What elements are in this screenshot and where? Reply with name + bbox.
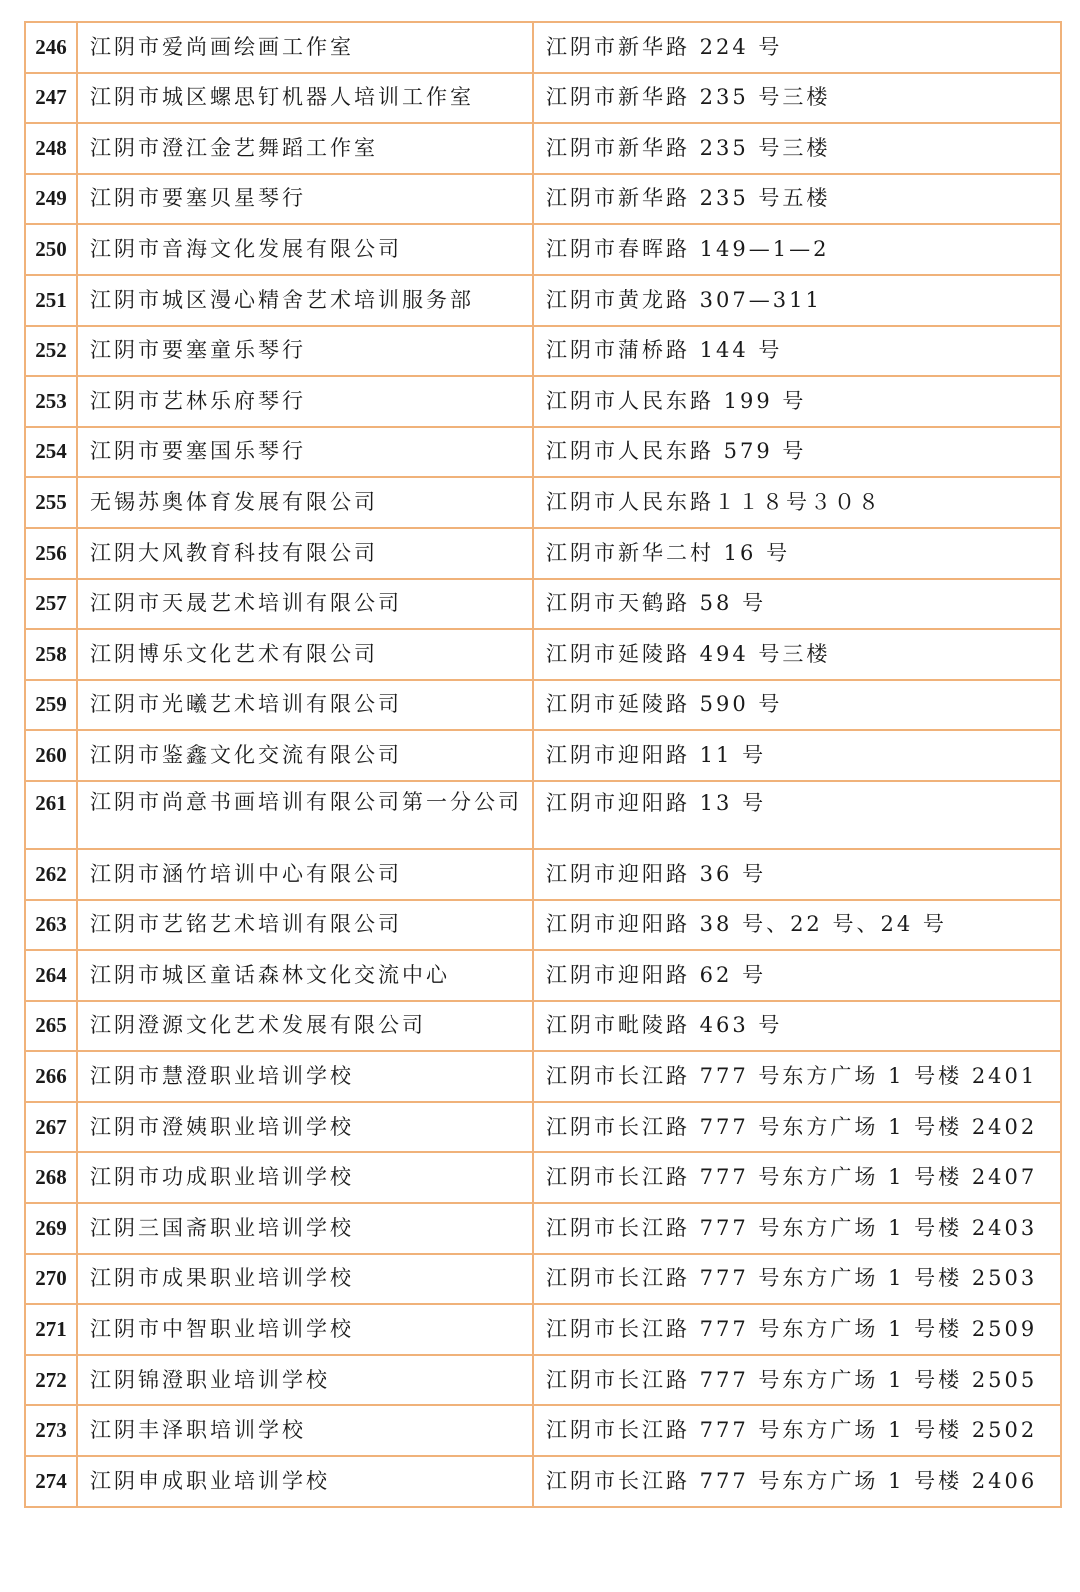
institution-address (533, 781, 1061, 849)
institution-address: 江阴市延陵路 494 号三楼 (533, 629, 1061, 680)
institution-name: 江阴市澄姨职业培训学校 (77, 1102, 533, 1153)
row-number: 257 (25, 579, 77, 630)
institution-address: 江阴市新华二村 16 号 (533, 528, 1061, 579)
row-number: 273 (25, 1405, 77, 1456)
institution-address: 江阴市长江路 777 号东方广场 1 号楼 2403 (533, 1203, 1061, 1254)
institution-address: 江阴市新华路 235 号三楼 (533, 73, 1061, 124)
row-number: 254 (25, 427, 77, 478)
institution-address: 江阴市春晖路 149—1—2 (533, 224, 1061, 275)
institution-address: 江阴市长江路 777 号东方广场 1 号楼 2505 (533, 1355, 1061, 1406)
institution-address: 江阴市蒲桥路 144 号 (533, 326, 1061, 377)
institution-name: 江阴市澄江金艺舞蹈工作室 (77, 123, 533, 174)
institution-address: 江阴市长江路 777 号东方广场 1 号楼 2406 (533, 1456, 1061, 1507)
table-row (25, 1203, 1061, 1254)
table-row (25, 1405, 1061, 1456)
institution-address: 江阴市迎阳路 36 号 (533, 849, 1061, 900)
row-number: 248 (25, 123, 77, 174)
institution-address: 江阴市长江路 777 号东方广场 1 号楼 2401 (533, 1051, 1061, 1102)
institution-name: 江阴市要塞童乐琴行 (77, 326, 533, 377)
row-number: 246 (25, 22, 77, 73)
institution-address: 江阴市迎阳路 38 号、22 号、24 号 (533, 900, 1061, 951)
table-row (25, 376, 1061, 427)
institution-address: 江阴市天鹤路 58 号 (533, 579, 1061, 630)
table-row (25, 1051, 1061, 1102)
row-number: 265 (25, 1001, 77, 1052)
row-number: 258 (25, 629, 77, 680)
table-row (25, 528, 1061, 579)
table-row (25, 579, 1061, 630)
row-number: 274 (25, 1456, 77, 1507)
institution-address: 江阴市迎阳路 11 号 (533, 730, 1061, 781)
row-number: 252 (25, 326, 77, 377)
institution-name: 江阴市涵竹培训中心有限公司 (77, 849, 533, 900)
institution-name (77, 781, 533, 849)
institution-name: 江阴市要塞国乐琴行 (77, 427, 533, 478)
table-row (25, 1102, 1061, 1153)
row-number-text: 261 (35, 790, 67, 815)
table-row (25, 1355, 1061, 1406)
table-row (25, 1152, 1061, 1203)
institution-address: 江阴市长江路 777 号东方广场 1 号楼 2502 (533, 1405, 1061, 1456)
row-number: 272 (25, 1355, 77, 1406)
row-number: 250 (25, 224, 77, 275)
institution-address: 江阴市迎阳路 62 号 (533, 950, 1061, 1001)
row-number: 260 (25, 730, 77, 781)
table-row (25, 950, 1061, 1001)
institution-name: 江阴市爱尚画绘画工作室 (77, 22, 533, 73)
row-number: 264 (25, 950, 77, 1001)
table-row (25, 629, 1061, 680)
row-number: 259 (25, 680, 77, 731)
institution-name: 江阴大风教育科技有限公司 (77, 528, 533, 579)
table-row (25, 275, 1061, 326)
row-number: 249 (25, 174, 77, 225)
institution-name: 无锡苏奥体育发展有限公司 (77, 477, 533, 528)
row-number: 271 (25, 1304, 77, 1355)
table-row (25, 1254, 1061, 1305)
institution-name: 江阴澄源文化艺术发展有限公司 (77, 1001, 533, 1052)
table-row (25, 477, 1061, 528)
institution-address: 江阴市人民东路 199 号 (533, 376, 1061, 427)
institution-address: 江阴市黄龙路 307—311 (533, 275, 1061, 326)
table-row (25, 900, 1061, 951)
table-row (25, 680, 1061, 731)
table-row (25, 174, 1061, 225)
row-number: 263 (25, 900, 77, 951)
institution-name: 江阴市艺铭艺术培训有限公司 (77, 900, 533, 951)
table-body (25, 22, 1061, 1507)
institution-name: 江阴锦澄职业培训学校 (77, 1355, 533, 1406)
table-row (25, 224, 1061, 275)
institution-address-text: 江阴市迎阳路 13 号 (546, 790, 767, 815)
row-number: 247 (25, 73, 77, 124)
institution-name: 江阴博乐文化艺术有限公司 (77, 629, 533, 680)
institution-address: 江阴市延陵路 590 号 (533, 680, 1061, 731)
institution-address: 江阴市新华路 235 号三楼 (533, 123, 1061, 174)
institution-name: 江阴市功成职业培训学校 (77, 1152, 533, 1203)
institution-table (24, 21, 1062, 1508)
row-number: 256 (25, 528, 77, 579)
institution-name: 江阴市城区童话森林文化交流中心 (77, 950, 533, 1001)
institution-name: 江阴市要塞贝星琴行 (77, 174, 533, 225)
institution-address: 江阴市新华路 235 号五楼 (533, 174, 1061, 225)
institution-name: 江阴市光曦艺术培训有限公司 (77, 680, 533, 731)
institution-address: 江阴市长江路 777 号东方广场 1 号楼 2503 (533, 1254, 1061, 1305)
institution-name-text: 江阴市尚意书画培训有限公司第一分公司 (90, 789, 522, 814)
row-number: 255 (25, 477, 77, 528)
institution-name: 江阴市城区漫心精舍艺术培训服务部 (77, 275, 533, 326)
institution-address: 江阴市长江路 777 号东方广场 1 号楼 2407 (533, 1152, 1061, 1203)
institution-name: 江阴申成职业培训学校 (77, 1456, 533, 1507)
institution-address: 江阴市人民东路 579 号 (533, 427, 1061, 478)
row-number (25, 781, 77, 849)
table-row (25, 781, 1061, 849)
institution-address: 江阴市毗陵路 463 号 (533, 1001, 1061, 1052)
institution-name: 江阴市成果职业培训学校 (77, 1254, 533, 1305)
table-row (25, 1001, 1061, 1052)
institution-name: 江阴三国斋职业培训学校 (77, 1203, 533, 1254)
institution-address: 江阴市长江路 777 号东方广场 1 号楼 2509 (533, 1304, 1061, 1355)
table-row (25, 1456, 1061, 1507)
row-number: 266 (25, 1051, 77, 1102)
institution-address: 江阴市长江路 777 号东方广场 1 号楼 2402 (533, 1102, 1061, 1153)
row-number: 270 (25, 1254, 77, 1305)
table-row (25, 427, 1061, 478)
row-number: 269 (25, 1203, 77, 1254)
institution-name: 江阴市天晟艺术培训有限公司 (77, 579, 533, 630)
table-row (25, 326, 1061, 377)
table-row (25, 849, 1061, 900)
table-row (25, 22, 1061, 73)
institution-name: 江阴市艺林乐府琴行 (77, 376, 533, 427)
institution-address: 江阴市人民东路１１８号３０８ (533, 477, 1061, 528)
row-number: 268 (25, 1152, 77, 1203)
table-row (25, 73, 1061, 124)
row-number: 253 (25, 376, 77, 427)
institution-name: 江阴市鉴鑫文化交流有限公司 (77, 730, 533, 781)
institution-name: 江阴市城区螺思钉机器人培训工作室 (77, 73, 533, 124)
institution-address: 江阴市新华路 224 号 (533, 22, 1061, 73)
table-row (25, 123, 1061, 174)
table-row (25, 730, 1061, 781)
row-number: 267 (25, 1102, 77, 1153)
row-number: 251 (25, 275, 77, 326)
institution-name: 江阴市慧澄职业培训学校 (77, 1051, 533, 1102)
row-number: 262 (25, 849, 77, 900)
table-row (25, 1304, 1061, 1355)
institution-name: 江阴市音海文化发展有限公司 (77, 224, 533, 275)
institution-name: 江阴丰泽职培训学校 (77, 1405, 533, 1456)
institution-name: 江阴市中智职业培训学校 (77, 1304, 533, 1355)
